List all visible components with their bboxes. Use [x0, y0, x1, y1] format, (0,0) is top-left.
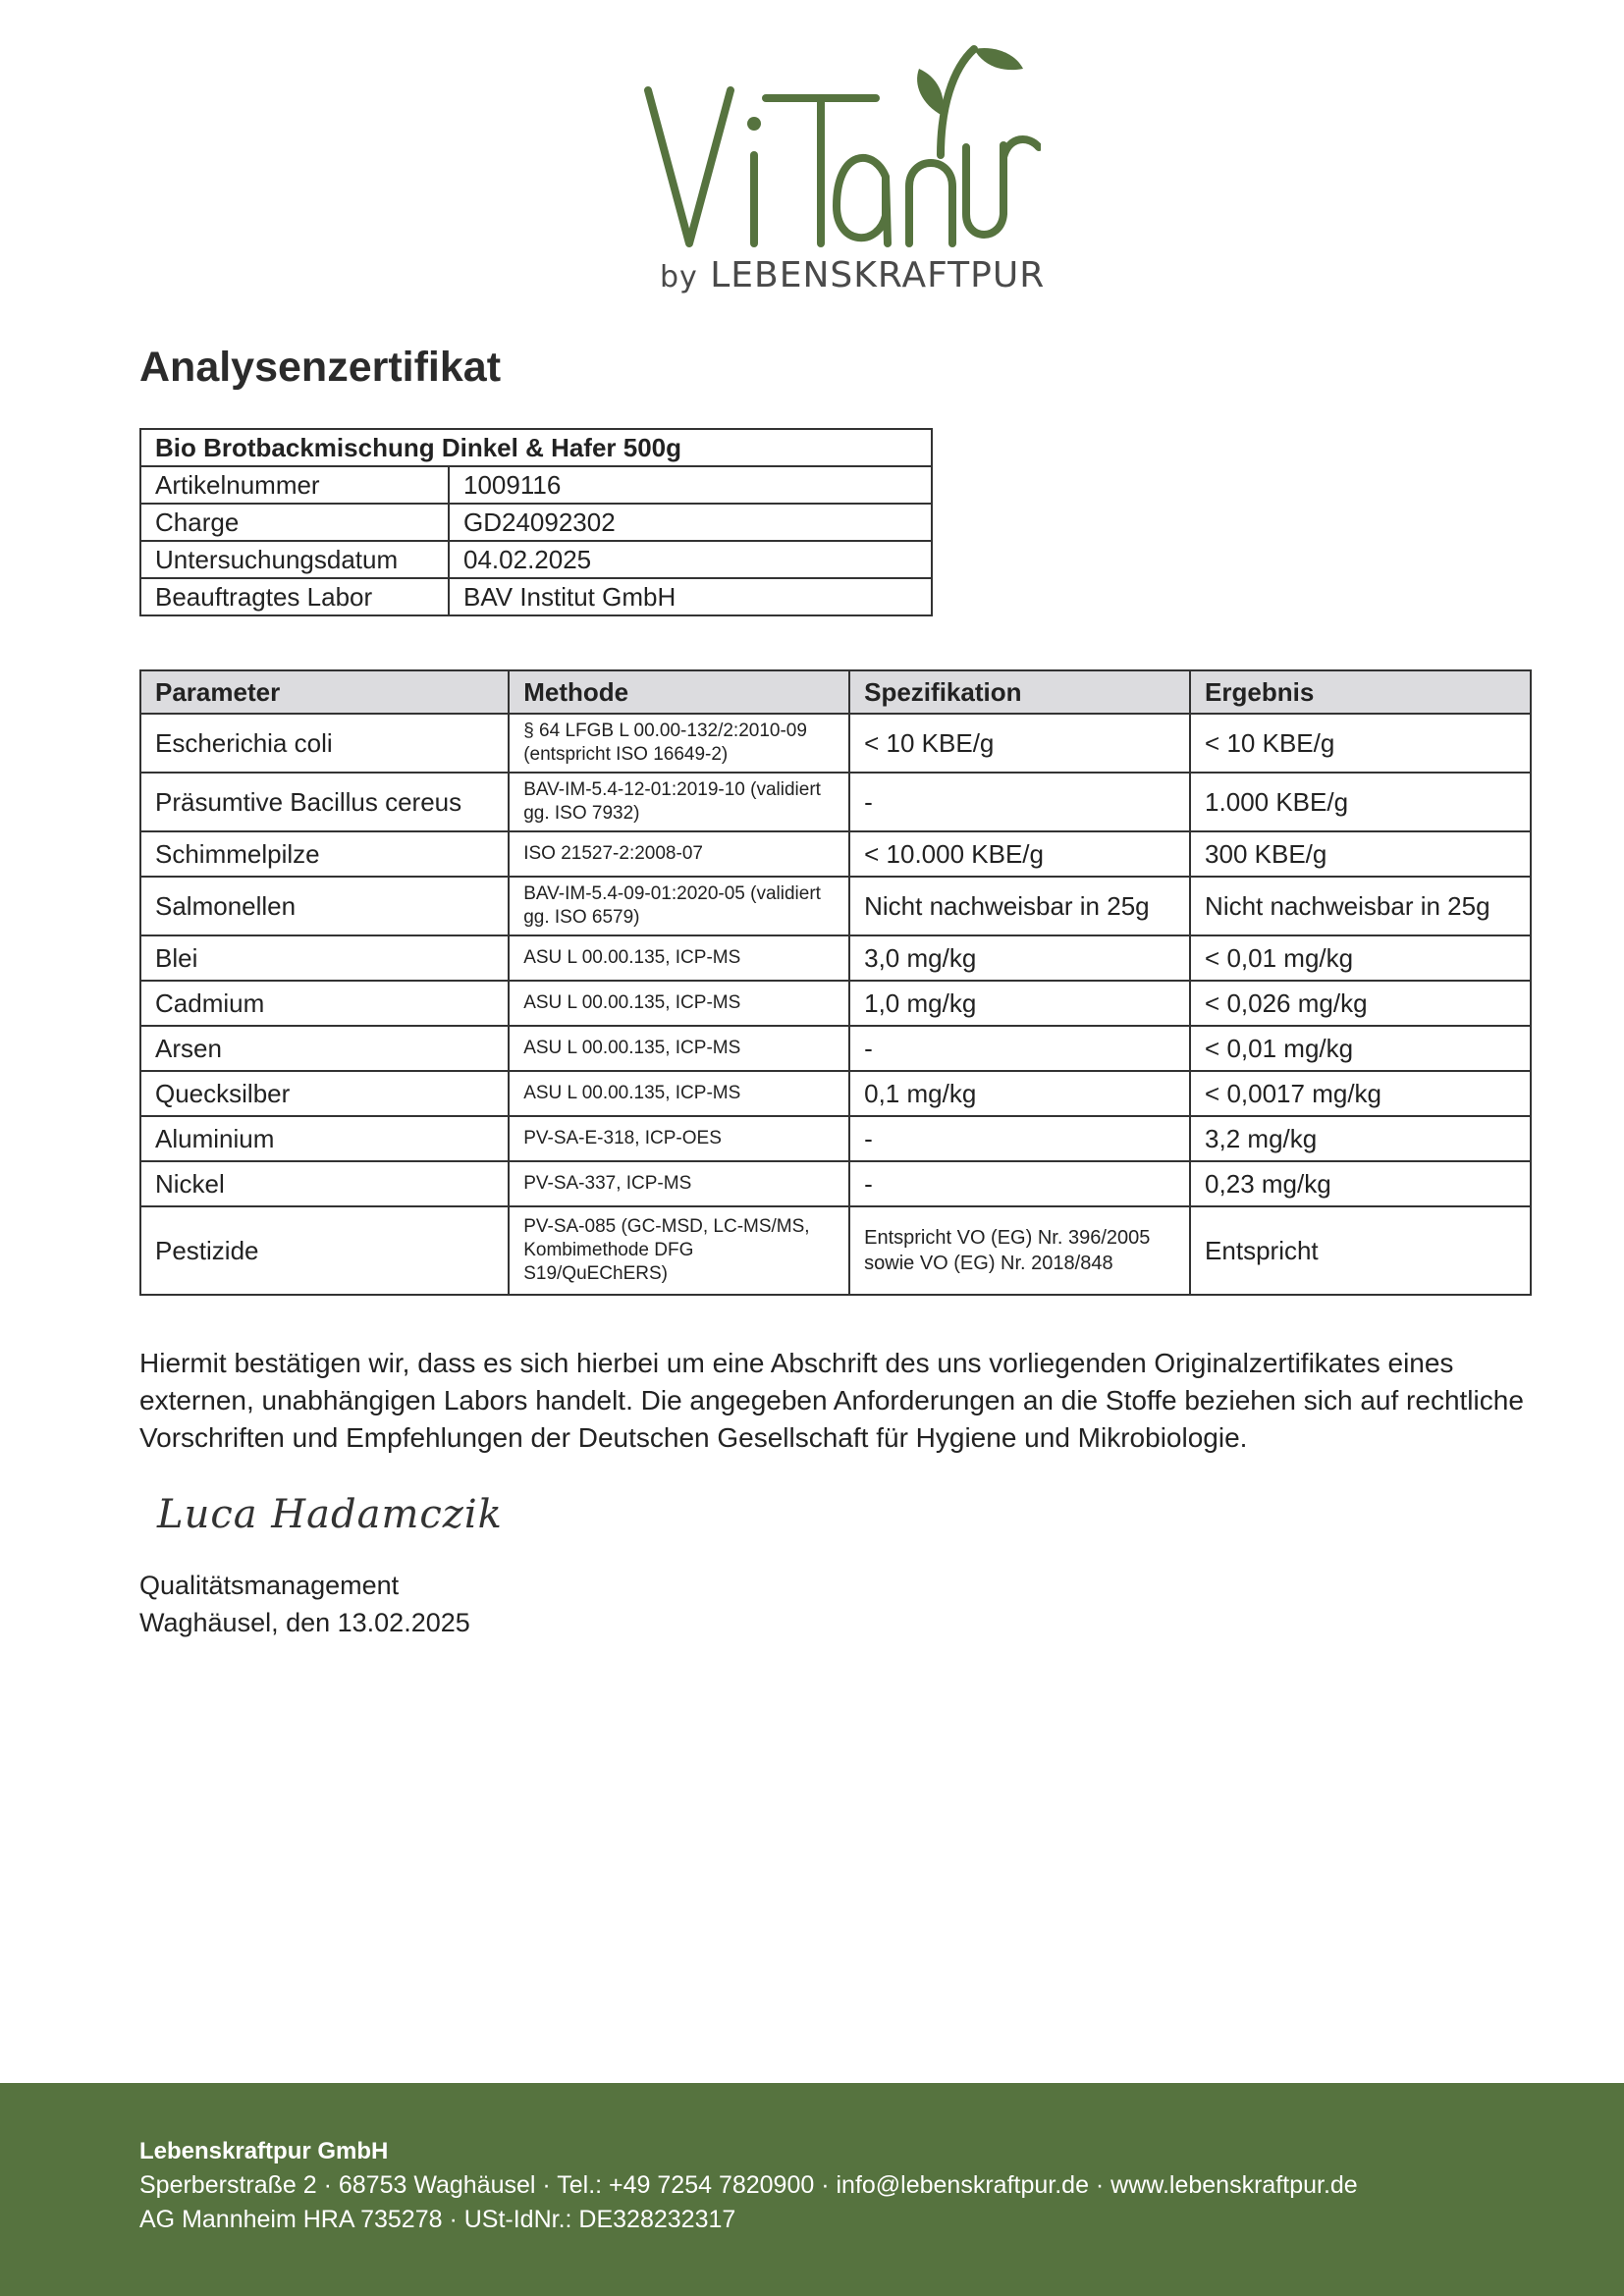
result-cell: < 10 KBE/g	[1190, 714, 1531, 773]
info-value: 1009116	[449, 466, 932, 504]
method-cell: PV-SA-085 (GC-MSD, LC-MS/MS, Kombimethode DFG S19/QuEChERS)	[509, 1206, 849, 1295]
table-row	[140, 1026, 1531, 1071]
table-row	[140, 1161, 1531, 1206]
table-row	[140, 773, 1531, 831]
table-row	[140, 831, 1531, 877]
info-value: GD24092302	[449, 504, 932, 541]
result-cell: Nicht nachweisbar in 25g	[1190, 877, 1531, 935]
parameter-cell: Präsumtive Bacillus cereus	[140, 773, 509, 831]
footer	[0, 2083, 1624, 2296]
product-info-row	[140, 578, 932, 615]
method-cell: ISO 21527-2:2008-07	[509, 831, 849, 877]
header-parameter: Parameter	[140, 670, 509, 714]
confirmation-statement: Hiermit bestätigen wir, dass es sich hierbei um eine Abschrift des uns vorliegenden Originalzertifikates eines externen, unabhängigen Labors handelt. Die angegeben Anforderungen an die Stoffe beziehen sich auf rechtliche Vorschriften und Empfehlungen der Deutschen Gesellschaft für Hygiene und Mikrobiologie.	[139, 1348, 1524, 1453]
parameter-cell: Arsen	[140, 1026, 509, 1071]
spec-cell: -	[849, 1116, 1190, 1161]
method-cell: ASU L 00.00.135, ICP-MS	[509, 935, 849, 981]
table-row	[140, 1071, 1531, 1116]
table-row	[140, 714, 1531, 773]
info-label: Charge	[140, 504, 449, 541]
parameter-cell: Aluminium	[140, 1116, 509, 1161]
header-specification: Spezifikation	[849, 670, 1190, 714]
result-cell: < 0,01 mg/kg	[1190, 935, 1531, 981]
logo-subtitle	[660, 255, 1045, 295]
result-cell: 300 KBE/g	[1190, 831, 1531, 877]
result-cell: 0,23 mg/kg	[1190, 1161, 1531, 1206]
footer-address: Sperberstraße 2 · 68753 Waghäusel · Tel.: +49 7254 7820900 · info@lebenskraftpur.de · www.lebenskraftpur.de	[139, 2171, 1358, 2199]
result-cell: < 0,01 mg/kg	[1190, 1026, 1531, 1071]
parameter-cell: Schimmelpilze	[140, 831, 509, 877]
spec-cell: Nicht nachweisbar in 25g	[849, 877, 1190, 935]
product-info-row	[140, 504, 932, 541]
product-info-row	[140, 466, 932, 504]
spec-cell: -	[849, 1161, 1190, 1206]
info-label: Untersuchungsdatum	[140, 541, 449, 578]
parameter-cell: Salmonellen	[140, 877, 509, 935]
method-cell: PV-SA-E-318, ICP-OES	[509, 1116, 849, 1161]
table-row	[140, 1206, 1531, 1295]
parameter-cell: Escherichia coli	[140, 714, 509, 773]
analysis-header-row	[140, 670, 1531, 714]
footer-text	[139, 2134, 1358, 2237]
table-row	[140, 877, 1531, 935]
spec-cell: -	[849, 773, 1190, 831]
vitanur-logo	[628, 39, 1046, 304]
page-title: Analysenzertifikat	[139, 344, 502, 391]
footer-company: Lebenskraftpur GmbH	[139, 2138, 389, 2164]
product-name-row	[140, 429, 932, 466]
method-cell: ASU L 00.00.135, ICP-MS	[509, 981, 849, 1026]
signer-place-date: Waghäusel, den 13.02.2025	[139, 1608, 470, 1637]
parameter-cell: Quecksilber	[140, 1071, 509, 1116]
method-cell: PV-SA-337, ICP-MS	[509, 1161, 849, 1206]
parameter-cell: Nickel	[140, 1161, 509, 1206]
footer-registry: AG Mannheim HRA 735278 · USt-IdNr.: DE328232317	[139, 2206, 736, 2233]
method-cell: ASU L 00.00.135, ICP-MS	[509, 1071, 849, 1116]
method-cell: BAV-IM-5.4-12-01:2019-10 (validiert gg. ISO 7932)	[509, 773, 849, 831]
product-name: Bio Brotbackmischung Dinkel & Hafer 500g	[140, 429, 932, 466]
table-row	[140, 981, 1531, 1026]
table-row	[140, 1116, 1531, 1161]
spec-cell: 0,1 mg/kg	[849, 1071, 1190, 1116]
method-cell: § 64 LFGB L 00.00-132/2:2010-09 (entspricht ISO 16649-2)	[509, 714, 849, 773]
table-row	[140, 935, 1531, 981]
result-cell: Entspricht	[1190, 1206, 1531, 1295]
logo-subtitle-brand: LEBENSKRAFTPUR	[710, 255, 1046, 295]
result-cell: < 0,026 mg/kg	[1190, 981, 1531, 1026]
method-cell: ASU L 00.00.135, ICP-MS	[509, 1026, 849, 1071]
method-cell: BAV-IM-5.4-09-01:2020-05 (validiert gg. ISO 6579)	[509, 877, 849, 935]
signer-block	[139, 1567, 470, 1641]
spec-cell: 3,0 mg/kg	[849, 935, 1190, 981]
info-label: Artikelnummer	[140, 466, 449, 504]
parameter-cell: Cadmium	[140, 981, 509, 1026]
spec-cell: 1,0 mg/kg	[849, 981, 1190, 1026]
logo-subtitle-by: by	[660, 260, 698, 294]
header-method: Methode	[509, 670, 849, 714]
vitanur-wordmark	[628, 39, 1041, 250]
result-cell: 1.000 KBE/g	[1190, 773, 1531, 831]
result-cell: < 0,0017 mg/kg	[1190, 1071, 1531, 1116]
info-value: 04.02.2025	[449, 541, 932, 578]
analysis-table	[139, 669, 1532, 1296]
spec-cell: < 10 KBE/g	[849, 714, 1190, 773]
spec-cell: < 10.000 KBE/g	[849, 831, 1190, 877]
signer-role: Qualitätsmanagement	[139, 1571, 400, 1600]
info-label: Beauftragtes Labor	[140, 578, 449, 615]
header-result: Ergebnis	[1190, 670, 1531, 714]
product-info-table	[139, 428, 933, 616]
handwritten-signature: Luca Hadamczik	[157, 1492, 503, 1537]
spec-cell: -	[849, 1026, 1190, 1071]
parameter-cell: Pestizide	[140, 1206, 509, 1295]
product-info-row	[140, 541, 932, 578]
parameter-cell: Blei	[140, 935, 509, 981]
spec-cell: Entspricht VO (EG) Nr. 396/2005 sowie VO (EG) Nr. 2018/848	[849, 1206, 1190, 1295]
info-value: BAV Institut GmbH	[449, 578, 932, 615]
result-cell: 3,2 mg/kg	[1190, 1116, 1531, 1161]
